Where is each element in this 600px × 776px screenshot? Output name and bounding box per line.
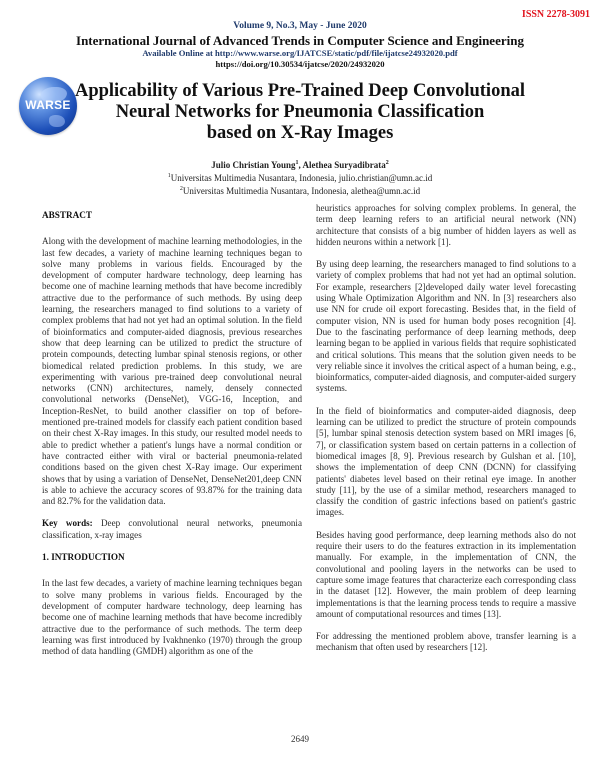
affiliation-text: Universitas Multimedia Nusantara, Indonesia, julio.christian@umn.ac.id [170, 173, 433, 183]
volume-info: Volume 9, No.3, May - June 2020 [233, 21, 367, 31]
right-column [316, 203, 576, 665]
keywords-text: Deep convolutional neural networks, pneumonia classification, x-ray images [42, 518, 302, 540]
intro-paragraph: For addressing the mentioned problem above, transfer learning is a mechanism that often used by researchers [12]. [316, 631, 576, 653]
intro-paragraph: By using deep learning, the researchers managed to find solutions to a variety of complex problems that had not yet had an optimal solution. For example, researchers [2]developed daily water level forecasting using Whale Optimization Algorithm and NN. In [3] researchers also use NN for crude oil export forecasting. Besides that, in the field of computer vision, NN is used for human body poses recognition [4]. Due to the fascinating performance of deep learning methods, deep learning began to be applied in various fields that require sophisticated and critical solutions. This means that the solution given needs to be very reliable since it involves the critical aspect of a human being, e.g., bioinformatics, computer-aided diagnosis, and computer-aided surgery systems. [316, 259, 576, 394]
intro-paragraph: heuristics approaches for solving complex problems. In general, the term deep learning refers to an artificial neural network (NN) architecture that consists of a big number of hidden layers as well as hidden neurons within a network [1]. [316, 203, 576, 247]
page-number: 2649 [291, 734, 309, 744]
intro-paragraph: In the field of bioinformatics and computer-aided diagnosis, deep learning can be utilized to predict the structure of protein compounds [5], lumbar spinal stenosis detection system based on MRI images [6, 7], or classification system based on certain patterns in a collection of biomedical images [8, 9]. Previous research by Gulshan et al. [10], shows the implementation of deep CNN (DCNN) for classifying patients' diabetes level based on their retinal eye image. In another study [11], by the use of a similar method, researchers managed to classify the condition of gastric infections based on patient's gastric images. [316, 405, 576, 518]
intro-paragraph: In the last few decades, a variety of machine learning techniques began to solve many problems in various fields. Encouraged by the development of computer hardware technology, deep learning has become one of machine learning methods that have become incredibly attractive due to the performance of such methods. The term deep learning was first introduced by Ivakhnenko (1970) through the group method of data handling (GMDH) algorithm as one of the [42, 578, 302, 657]
doi-link[interactable]: https://doi.org/10.30534/ijatcse/2020/24932020 [215, 59, 385, 69]
author-name: Alethea Suryadibrata [302, 160, 386, 170]
author-superscript: 1 [295, 160, 299, 166]
intro-paragraph: Besides having good performance, deep learning methods also do not require their users to do the features extraction in its implementation manually. For example, in the implementation of CNN, the convolutional and pooling layers in the networks can be used to capture some image features that characterize each corresponding class in the dataset [12]. However, the main problem of deep learning implementations is that the learning process tends to require a massive amount of computational resources and times [13]. [316, 529, 576, 619]
logo-text: WARSE [25, 98, 71, 112]
affiliation-superscript: 2 [179, 186, 183, 192]
title-line: based on X-Ray Images [206, 123, 394, 143]
paper-title [60, 81, 540, 144]
affiliation-superscript: 1 [167, 173, 171, 179]
affiliation [0, 184, 600, 197]
left-column [42, 210, 302, 668]
author-names [0, 158, 600, 171]
author-superscript: 2 [385, 160, 389, 166]
keywords-label: Key words: [42, 518, 93, 529]
author-block [0, 158, 600, 197]
title-line: Applicability of Various Pre-Trained Deep Convolutional [74, 81, 526, 101]
author-name: Julio Christian Young [211, 160, 296, 170]
affiliation [0, 171, 600, 184]
introduction-heading: 1. INTRODUCTION [42, 552, 125, 563]
online-url[interactable]: Available Online at http://www.warse.org/IJATCSE/static/pdf/file/ijatcse24932020.pdf [142, 48, 458, 58]
title-line: Neural Networks for Pneumonia Classification [115, 102, 485, 122]
abstract-heading: ABSTRACT [42, 210, 93, 220]
journal-name: International Journal of Advanced Trends in Computer Science and Engineering [76, 33, 524, 48]
keywords [42, 518, 302, 541]
issn-label: ISSN 2278-3091 [521, 9, 590, 20]
abstract-text: Along with the development of machine learning methodologies, in the last few decades, a variety of machine learning techniques began to solve many problems in various fields. Encouraged by the development of computer hardware technology, deep learning has become one of machine learning methods that have become incredibly attractive due to the performance of such methods. By using deep learning, the researchers managed to find solutions to a variety of complex problems that had not yet had an optimal solution. In the field of bioinformatics and computer-aided diagnosis, previous researches show that deep learning can be utilized to predict the structure of protein compounds, detecting lumbar spinal stenosis regions, or other biomedical related prediction problems. In this study, we are experimenting with various pre-trained deep convolutional neural networks (CNN) architectures, namely, densely connected convolutional networks (DenseNet), VGG-16, Inception, and Inception-ResNet, to build another classifier on top of before-mentioned pre-trained models for classify each patient condition based on their chest X-Ray images. In this study, our resulted model needs to able to predict whether a patient's lungs have a normal condition or have contracted either with viral or bacterial pneumonia-related conditions based on the given chest X-Ray image. Our experiment shows that by using a variation of DenseNet, DenseNet201,deep CNN is able to achieve the accuracy scores of 93.87% for the training data and 82.7% for the validation data. [42, 236, 302, 507]
affiliation-text: Universitas Multimedia Nusantara, Indonesia, alethea@umn.ac.id [182, 186, 421, 196]
journal-header [0, 20, 600, 70]
author-separator: , [298, 160, 303, 170]
